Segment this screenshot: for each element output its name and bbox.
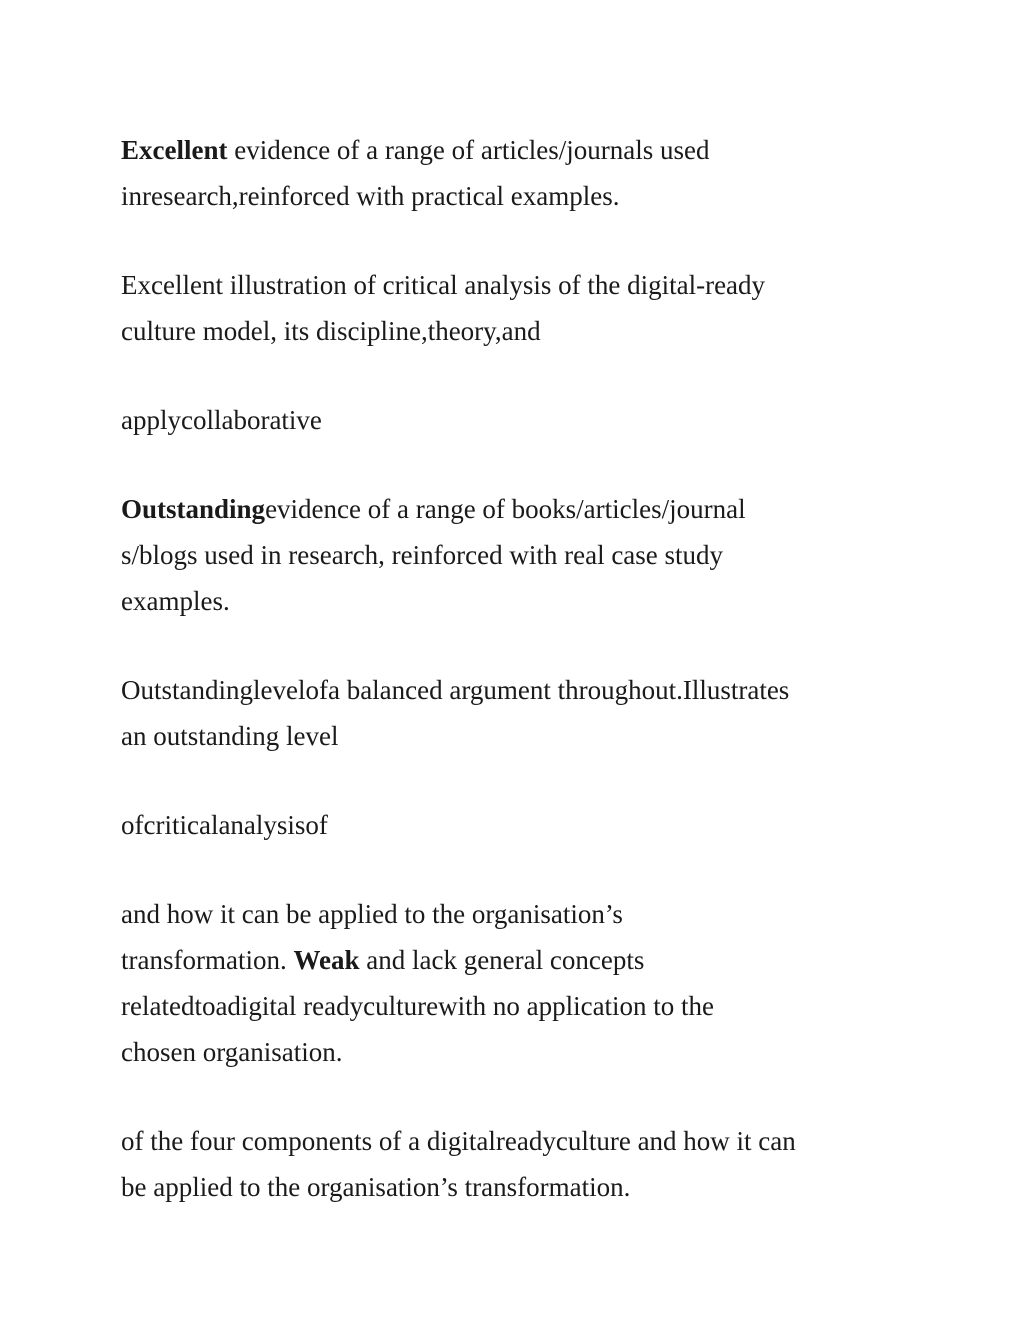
bold-term: Excellent [121,135,228,165]
bold-term: Weak [293,945,360,975]
bold-term: Outstanding [121,494,266,524]
paragraph-text: evidence of a range of articles/journals used [227,135,710,165]
paragraph-text: evidence of a range of books/articles/journal [265,494,746,524]
paragraph-text: s/blogs used in research, reinforced with real case study [121,540,724,570]
document-body [121,127,921,1253]
paragraph-four-components [121,1118,921,1210]
paragraph-text: of the four components of a digitalreadyculture and how it can [121,1126,796,1156]
paragraph-excellent-illustration [121,262,921,354]
paragraph-text: culture model, its discipline,theory,and [121,316,541,346]
paragraph-text: and how it can be applied to the organisation’s [121,899,623,929]
paragraph-text: be applied to the organisation’s transformation. [121,1172,631,1202]
paragraph-text: an outstanding level [121,721,339,751]
paragraph-text: transformation. [121,945,294,975]
paragraph-text: applycollaborative [121,405,322,435]
paragraph-excellent-evidence [121,127,921,219]
paragraph-weak [121,891,921,1075]
paragraph-apply-collaborative [121,397,921,443]
paragraph-text: inresearch,reinforced with practical examples. [121,181,620,211]
paragraph-outstanding-level [121,667,921,759]
paragraph-critical-analysis [121,802,921,848]
paragraph-text: and lack general concepts [359,945,645,975]
paragraph-text: examples. [121,586,230,616]
paragraph-text: relatedtoadigital readyculturewith no application to the [121,991,715,1021]
paragraph-outstanding-evidence [121,486,921,624]
paragraph-text: chosen organisation. [121,1037,343,1067]
paragraph-text: Excellent illustration of critical analysis of the digital-ready [121,270,766,300]
paragraph-text: Outstandinglevelofa balanced argument throughout.Illustrates [121,675,790,705]
paragraph-text: ofcriticalanalysisof [121,810,328,840]
